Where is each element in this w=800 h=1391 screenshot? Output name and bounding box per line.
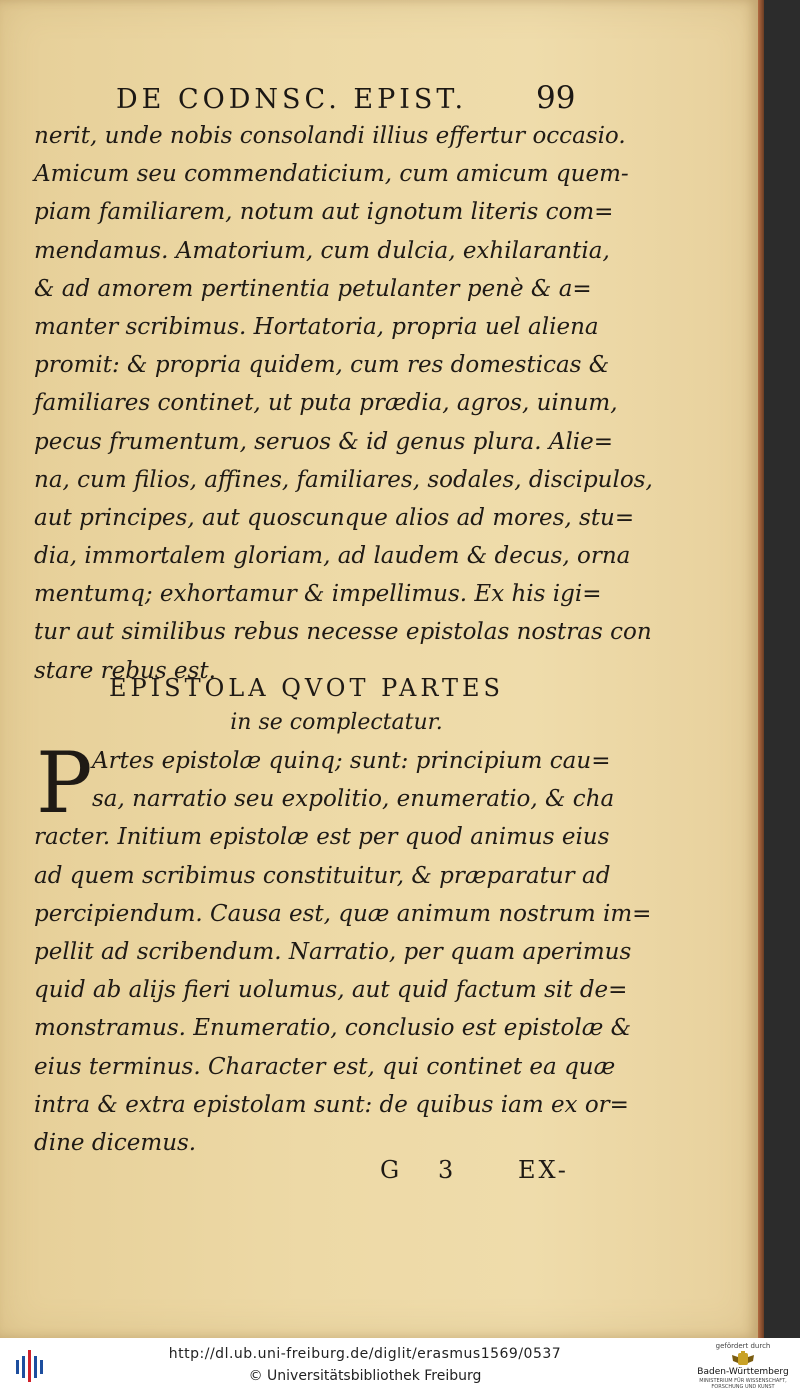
folio-number: 99 <box>536 80 576 116</box>
catchword: EX- <box>518 1156 569 1184</box>
text-line: pellit ad scribendum. Narratio, per quam aperimus <box>34 938 632 965</box>
running-head: DE CODNSC. EPIST. <box>116 84 468 115</box>
signature-line <box>380 1156 600 1192</box>
permalink-url[interactable]: http://dl.ub.uni-freiburg.de/diglit/erasmus1569/0537 <box>168 1346 562 1362</box>
paragraph-2 <box>34 734 652 1162</box>
text-line: mendamus. Amatorium, cum dulcia, exhilarantia, <box>34 237 610 264</box>
text-line: ad quem scribimus constituitur, & præparatur ad <box>34 862 611 889</box>
signature-number: 3 <box>438 1156 454 1184</box>
sponsor-name: Baden-Württemberg <box>697 1367 789 1377</box>
text-line: Amicum seu commendaticium, cum amicum quem- <box>34 161 629 188</box>
text-line: sa, narratio seu expolitio, enumeratio, & cha <box>92 786 615 813</box>
text-line: eius terminus. Character est, qui continet ea quæ <box>34 1053 616 1080</box>
paragraph-1 <box>34 117 653 690</box>
text-line: na, cum filios, affines, familiares, sodales, discipulos, <box>34 466 653 493</box>
text-line: monstramus. Enumeratio, conclusio est epistolæ & <box>34 1015 632 1042</box>
viewer-footer <box>0 1338 800 1391</box>
text-line: manter scribimus. Hortatoria, propria uel aliena <box>34 313 599 340</box>
section-heading <box>34 670 579 740</box>
text-line: percipiendum. Causa est, quæ animum nostrum im= <box>34 900 652 927</box>
text-line: stare rebus est. <box>34 657 216 684</box>
copyright-notice: © Universitätsbibliothek Freiburg <box>248 1368 482 1384</box>
state-crest-icon <box>730 1351 756 1367</box>
text-line: racter. Initium epistolæ est per quod animus eius <box>34 824 610 851</box>
sponsor-label: gefördert durch <box>715 1342 771 1350</box>
text-line: quid ab alijs fieri uolumus, aut quid factum sit de= <box>34 977 628 1004</box>
sponsor-block <box>686 1342 800 1390</box>
text-line: nerit, unde nobis consolandi illius effertur occasio. <box>34 123 626 149</box>
sponsor-subtitle: MINISTERIUM FÜR WISSENSCHAFT, FORSCHUNG UND KUNST <box>699 1378 787 1390</box>
page-header <box>116 80 586 120</box>
text-line: mentumq; exhortamur & impellimus. Ex his igi= <box>34 581 602 608</box>
text-line: intra & extra epistolam sunt: de quibus iam ex or= <box>34 1091 629 1118</box>
scan-background <box>764 0 800 1338</box>
signature-mark: G <box>380 1156 400 1184</box>
text-line: tur aut similibus rebus necesse epistolas nostras con <box>34 619 652 646</box>
text-line: Artes epistolæ quinq; sunt: principium cau= <box>92 748 611 774</box>
drop-capital: P <box>36 734 93 832</box>
text-line: & ad amorem pertinentia petulanter penè & a= <box>34 275 592 302</box>
text-line: piam familiarem, notum aut ignotum literis com= <box>34 199 614 226</box>
heading-subtitle: in se complectatur. <box>230 710 443 735</box>
text-line: dine dicemus. <box>34 1129 197 1156</box>
heading-title: EPISTOLA QVOT PARTES <box>109 674 504 702</box>
text-line: promit: & propria quidem, cum res domesticas & <box>34 352 610 379</box>
text-line: dia, immortalem gloriam, ad laudem & decus, orna <box>34 543 631 570</box>
text-line: aut principes, aut quoscunque alios ad mores, stu= <box>34 504 635 531</box>
text-line: pecus frumentum, seruos & id genus plura. Alie= <box>34 428 614 455</box>
text-line: familiares continet, ut puta prædia, agros, uinum, <box>34 390 618 417</box>
